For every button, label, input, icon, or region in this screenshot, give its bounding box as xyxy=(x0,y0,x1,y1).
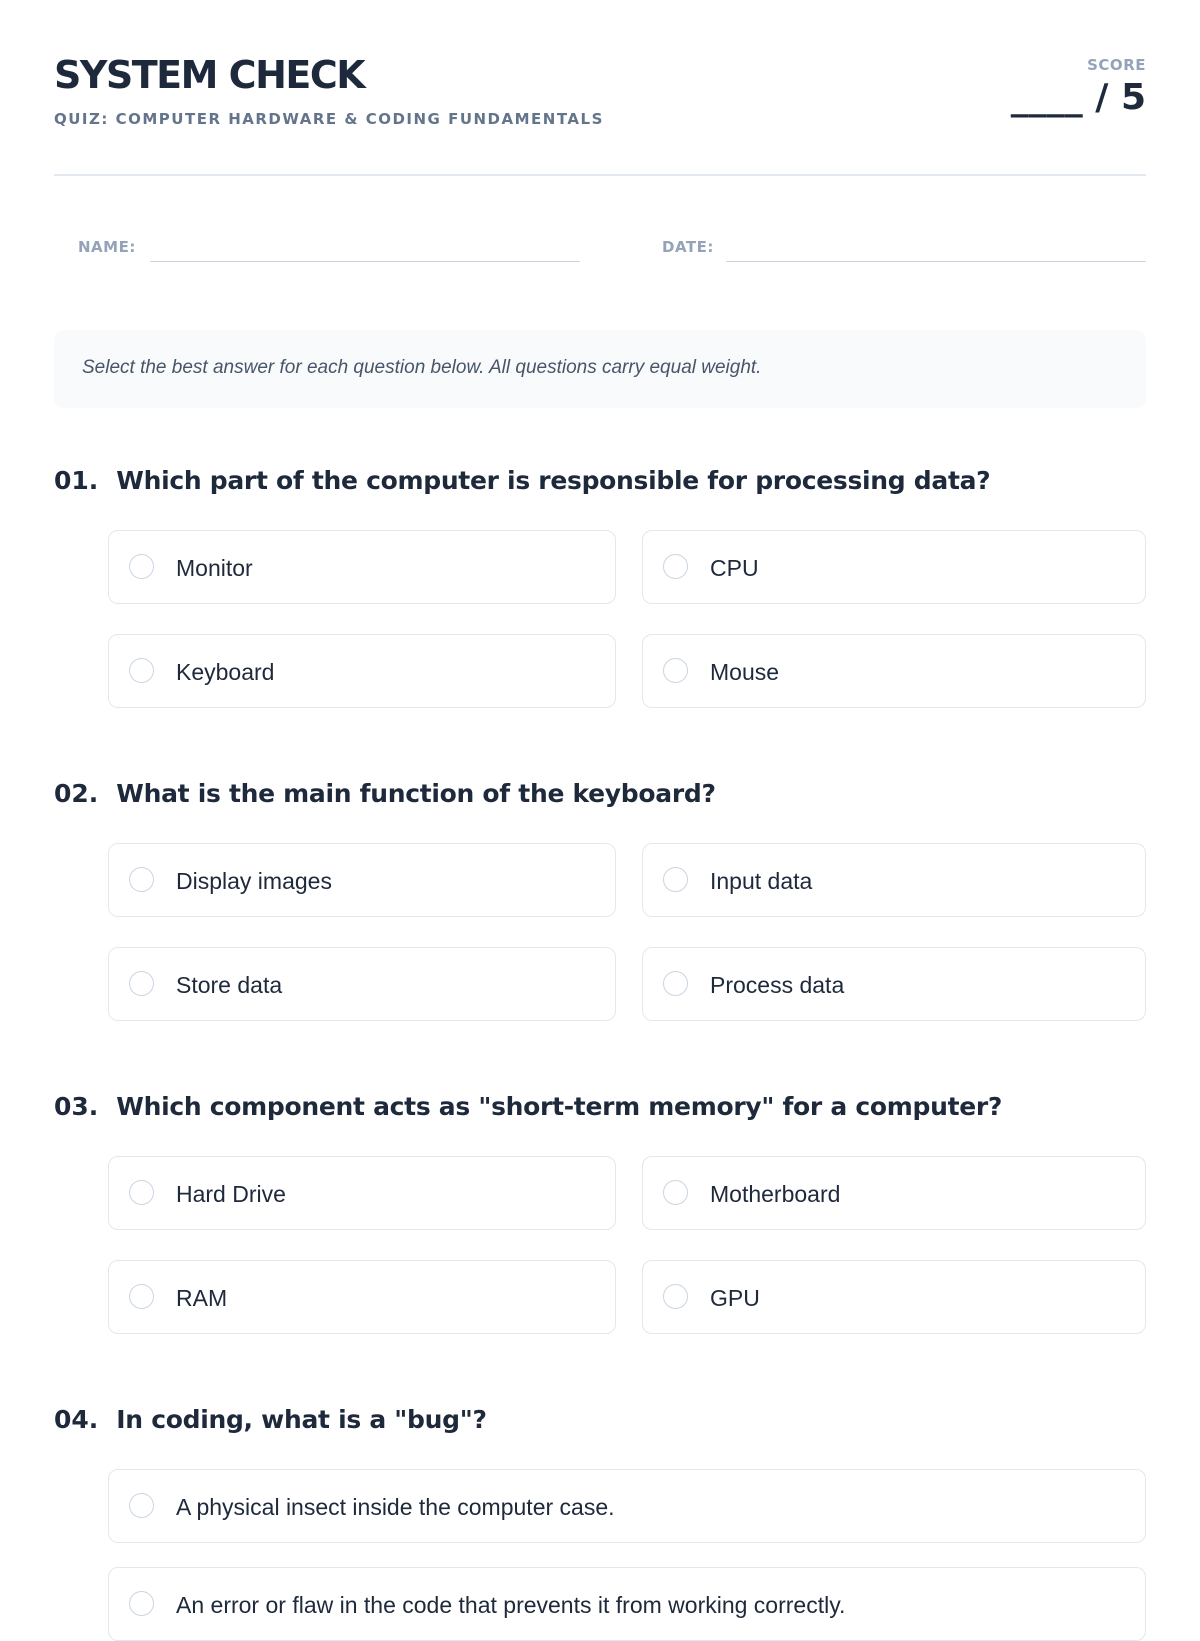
answer-option-physical-insect[interactable] xyxy=(108,1469,1146,1543)
option-label: RAM xyxy=(176,1285,228,1311)
answer-option-input-data[interactable] xyxy=(642,843,1146,917)
question-header xyxy=(54,1092,1002,1126)
answer-option-process-data[interactable] xyxy=(642,947,1146,1021)
radio-button[interactable] xyxy=(663,1284,688,1309)
radio-button[interactable] xyxy=(129,1180,154,1205)
radio-button[interactable] xyxy=(129,658,154,683)
quiz-subtitle: QUIZ: COMPUTER HARDWARE & CODING FUNDAMENTALS xyxy=(54,110,604,128)
option-label: CPU xyxy=(710,555,759,581)
page-title: SYSTEM CHECK xyxy=(54,53,365,97)
question-text: Which component acts as "short-term memory" for a computer? xyxy=(116,1092,1003,1121)
score-value: ____ / 5 xyxy=(1010,77,1146,118)
question-header xyxy=(54,466,990,500)
question-header xyxy=(54,1405,487,1439)
date-line[interactable] xyxy=(726,234,1146,262)
radio-button[interactable] xyxy=(129,867,154,892)
student-info xyxy=(78,234,1146,264)
radio-button[interactable] xyxy=(129,971,154,996)
answer-option-mouse[interactable] xyxy=(642,634,1146,708)
option-label: GPU xyxy=(710,1285,760,1311)
radio-button[interactable] xyxy=(129,1284,154,1309)
answer-option-cpu[interactable] xyxy=(642,530,1146,604)
question-text: What is the main function of the keyboard? xyxy=(116,779,716,808)
question-1 xyxy=(54,466,1146,716)
radio-button[interactable] xyxy=(663,867,688,892)
question-4 xyxy=(54,1405,1146,1618)
option-label: Hard Drive xyxy=(176,1181,286,1207)
answer-option-hard-drive[interactable] xyxy=(108,1156,616,1230)
instructions-box xyxy=(54,330,1146,408)
answer-option-gpu[interactable] xyxy=(642,1260,1146,1334)
date-label: DATE: xyxy=(662,238,714,256)
question-text: Which part of the computer is responsible for processing data? xyxy=(116,466,991,495)
answer-option-motherboard[interactable] xyxy=(642,1156,1146,1230)
date-field-group xyxy=(662,234,1146,264)
answer-option-monitor[interactable] xyxy=(108,530,616,604)
answer-option-code-error[interactable] xyxy=(108,1567,1146,1641)
option-label: An error or flaw in the code that prevents it from working correctly. xyxy=(176,1592,846,1618)
question-3 xyxy=(54,1092,1146,1342)
name-label: NAME: xyxy=(78,238,136,256)
name-line[interactable] xyxy=(150,234,580,262)
question-number: 04. xyxy=(54,1405,99,1434)
option-label: Keyboard xyxy=(176,659,275,685)
radio-button[interactable] xyxy=(663,554,688,579)
answer-option-ram[interactable] xyxy=(108,1260,616,1334)
option-label: Monitor xyxy=(176,555,253,581)
radio-button[interactable] xyxy=(663,1180,688,1205)
option-label: A physical insect inside the computer case. xyxy=(176,1494,615,1520)
name-field-group xyxy=(78,234,592,264)
radio-button[interactable] xyxy=(663,658,688,683)
question-number: 03. xyxy=(54,1092,99,1121)
question-number: 01. xyxy=(54,466,99,495)
option-label: Store data xyxy=(176,972,283,998)
option-label: Display images xyxy=(176,868,332,894)
question-2 xyxy=(54,779,1146,1029)
radio-button[interactable] xyxy=(663,971,688,996)
radio-button[interactable] xyxy=(129,1591,154,1616)
question-number: 02. xyxy=(54,779,99,808)
option-label: Input data xyxy=(710,868,813,894)
option-label: Process data xyxy=(710,972,845,998)
radio-button[interactable] xyxy=(129,554,154,579)
instructions-text: Select the best answer for each question below. All questions carry equal weight. xyxy=(82,357,762,378)
question-header xyxy=(54,779,716,813)
score-label: SCORE xyxy=(1087,56,1146,74)
radio-button[interactable] xyxy=(129,1493,154,1518)
answer-option-store-data[interactable] xyxy=(108,947,616,1021)
quiz-header xyxy=(54,52,1146,176)
question-text: In coding, what is a "bug"? xyxy=(116,1405,487,1434)
option-label: Mouse xyxy=(710,659,780,685)
answer-option-display-images[interactable] xyxy=(108,843,616,917)
score-block xyxy=(1011,56,1146,116)
option-label: Motherboard xyxy=(710,1181,841,1207)
answer-option-keyboard[interactable] xyxy=(108,634,616,708)
